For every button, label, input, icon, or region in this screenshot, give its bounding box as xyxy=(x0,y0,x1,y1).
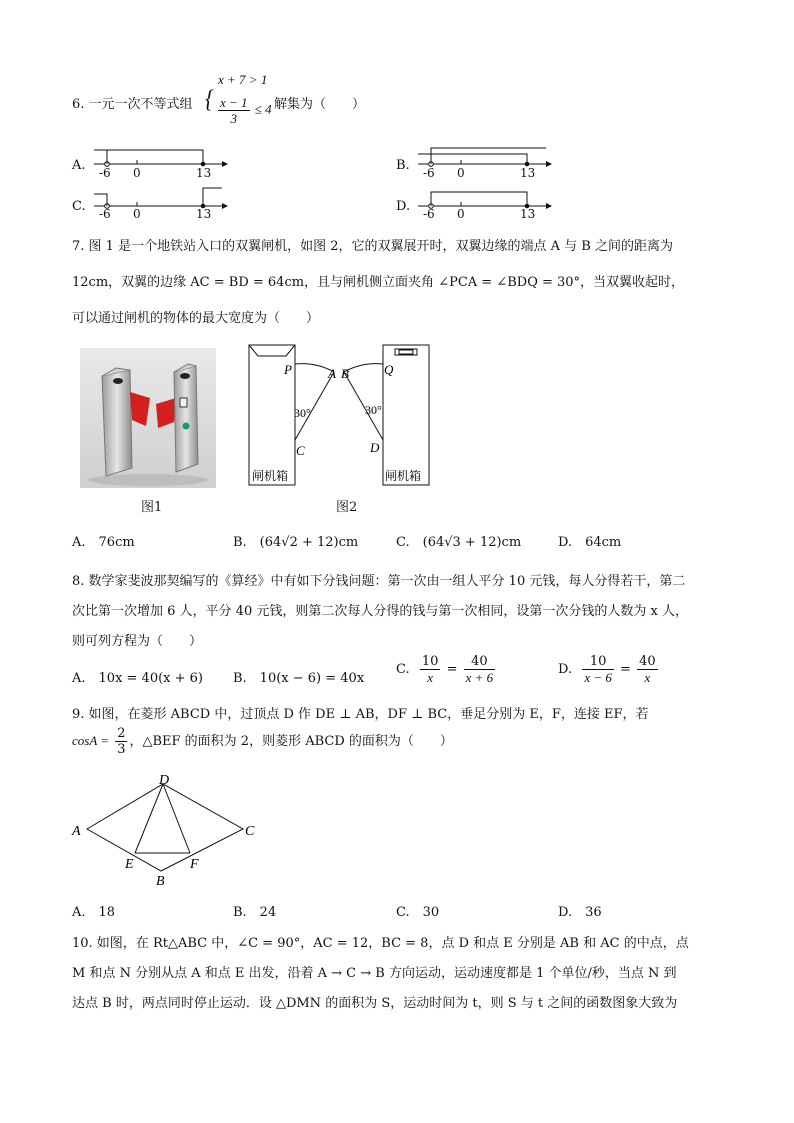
q6-ineq1: x + 7 > 1 xyxy=(218,72,268,87)
q7-fig2-label-d: D xyxy=(370,440,380,455)
q9-line2: cosA = $\frac{2}{3}$ ，△BEF 的面积为 2，则菱形 ABCD 的面积为（ ） xyxy=(72,726,453,757)
q6-d-tick-neg6: -6 xyxy=(423,207,435,221)
q6-ineq2: $\frac{x - 1}{3}$ ≤ 4 xyxy=(220,95,272,126)
q8-option-d: D. $\frac{10}{x - 6}$ = $\frac{40}{x}$ xyxy=(558,654,656,685)
q7-fig2-box-left: 闸机箱 xyxy=(252,469,289,483)
q9-label-d: D xyxy=(159,773,170,788)
q9-label-b: B xyxy=(156,874,165,889)
q7-fig2-label-c: C xyxy=(296,443,305,458)
q6-c-tick-neg6: -6 xyxy=(99,207,111,221)
q6-a-tick-13: 13 xyxy=(196,166,212,180)
q7-fig2-angle-left: 30° xyxy=(294,406,311,420)
q7-fig1-caption: 图1 xyxy=(141,500,163,515)
q9-label-f: F xyxy=(190,857,199,872)
q9-line1: 9. 如图，在菱形 ABCD 中，过顶点 D 作 DE ⊥ AB，DF ⊥ BC，垂足分别为 E，F，连接 EF，若 xyxy=(72,707,649,722)
q9-label-e: E xyxy=(125,857,134,872)
q6-option-a-label: A. xyxy=(72,158,86,173)
q6-b-tick-13: 13 xyxy=(520,166,536,180)
q9-option-c: C. 30 xyxy=(396,905,440,920)
q6-stem-prefix: 6. 一元一次不等式组 xyxy=(72,97,193,112)
q9-option-b: B. 24 xyxy=(233,905,277,920)
q6-c-tick-13: 13 xyxy=(196,207,212,221)
q6-b-tick-0: 0 xyxy=(457,166,465,180)
q6-c-tick-0: 0 xyxy=(133,207,141,221)
q10-line2: M 和点 N 分别从点 A 和点 E 出发，沿着 A → C → B 方向运动，运动速度都是 1 个单位/秒，当点 N 到 xyxy=(72,966,677,981)
q6-a-tick-neg6: -6 xyxy=(99,166,111,180)
q6-stem-suffix: 解集为（ ） xyxy=(274,97,366,112)
q7-fig1-turnstile-photo xyxy=(80,348,216,488)
q6-brace: { xyxy=(205,84,214,113)
q8-option-a: A. 10x = 40(x + 6) xyxy=(72,671,203,686)
q8-option-c: C. $\frac{10}{x}$ = $\frac{40}{x + 6}$ xyxy=(396,654,494,685)
q6-a-tick-0: 0 xyxy=(133,166,141,180)
q6-option-b-label: B. xyxy=(396,158,410,173)
q7-option-d: D. 64cm xyxy=(558,535,622,550)
q10-line3: 达点 B 时，两点同时停止运动．设 △DMN 的面积为 S，运动时间为 t，则 S 与 t 之间的函数图象大致为 xyxy=(72,996,678,1011)
q9-rhombus-figure xyxy=(66,770,266,890)
q7-fig2-label-a: A xyxy=(328,366,336,381)
q8-line3: 则可列方程为（ ） xyxy=(72,634,203,649)
q9-label-c: C xyxy=(245,824,255,839)
q9-label-a: A xyxy=(72,824,81,839)
q9-option-a: A. 18 xyxy=(72,905,116,920)
q7-fig2-label-b: B xyxy=(341,366,349,381)
q6-option-d-label: D. xyxy=(396,199,411,214)
q10-line1: 10. 如图，在 Rt△ABC 中，∠C = 90°，AC = 12，BC = 8，点 D 和点 E 分别是 AB 和 AC 的中点，点 xyxy=(72,936,689,951)
q6-d-tick-13: 13 xyxy=(520,207,536,221)
q7-fig2-diagram xyxy=(244,340,436,490)
q7-line1: 7. 图 1 是一个地铁站入口的双翼闸机，如图 2，它的双翼展开时，双翼边缘的端点 A 与 B 之间的距离为 xyxy=(72,239,673,254)
q7-line3: 可以通过闸机的物体的最大宽度为（ ） xyxy=(72,311,320,326)
q7-fig2-caption: 图2 xyxy=(336,500,358,515)
q8-line1: 8. 数学家斐波那契编写的《算经》中有如下分钱问题：第一次由一组人平分 10 元钱，每人分得若干，第二 xyxy=(72,574,686,589)
q7-fig2-label-p: P xyxy=(284,362,292,377)
q8-option-b: B. 10(x − 6) = 40x xyxy=(233,671,365,686)
q7-option-b: B. (64√2 + 12)cm xyxy=(233,535,359,550)
q6-option-c-label: C. xyxy=(72,199,86,214)
q7-option-a: A. 76cm xyxy=(72,535,135,550)
q7-fig2-angle-right: 30° xyxy=(365,403,382,417)
q7-fig2-label-q: Q xyxy=(384,362,394,377)
q8-line2: 次比第一次增加 6 人，平分 40 元钱，则第二次每人分得的钱与第一次相同，设第一次分钱的人数为 x 人， xyxy=(72,604,688,619)
q6-b-tick-neg6: -6 xyxy=(423,166,435,180)
q9-option-d: D. 36 xyxy=(558,905,602,920)
q7-option-c: C. (64√3 + 12)cm xyxy=(396,535,522,550)
q7-line2: 12cm，双翼的边缘 AC = BD = 64cm，且与闸机侧立面夹角 ∠PCA = ∠BDQ = 30°，当双翼收起时， xyxy=(72,275,685,290)
q7-fig2-box-right: 闸机箱 xyxy=(385,469,422,483)
q6-d-tick-0: 0 xyxy=(457,207,465,221)
